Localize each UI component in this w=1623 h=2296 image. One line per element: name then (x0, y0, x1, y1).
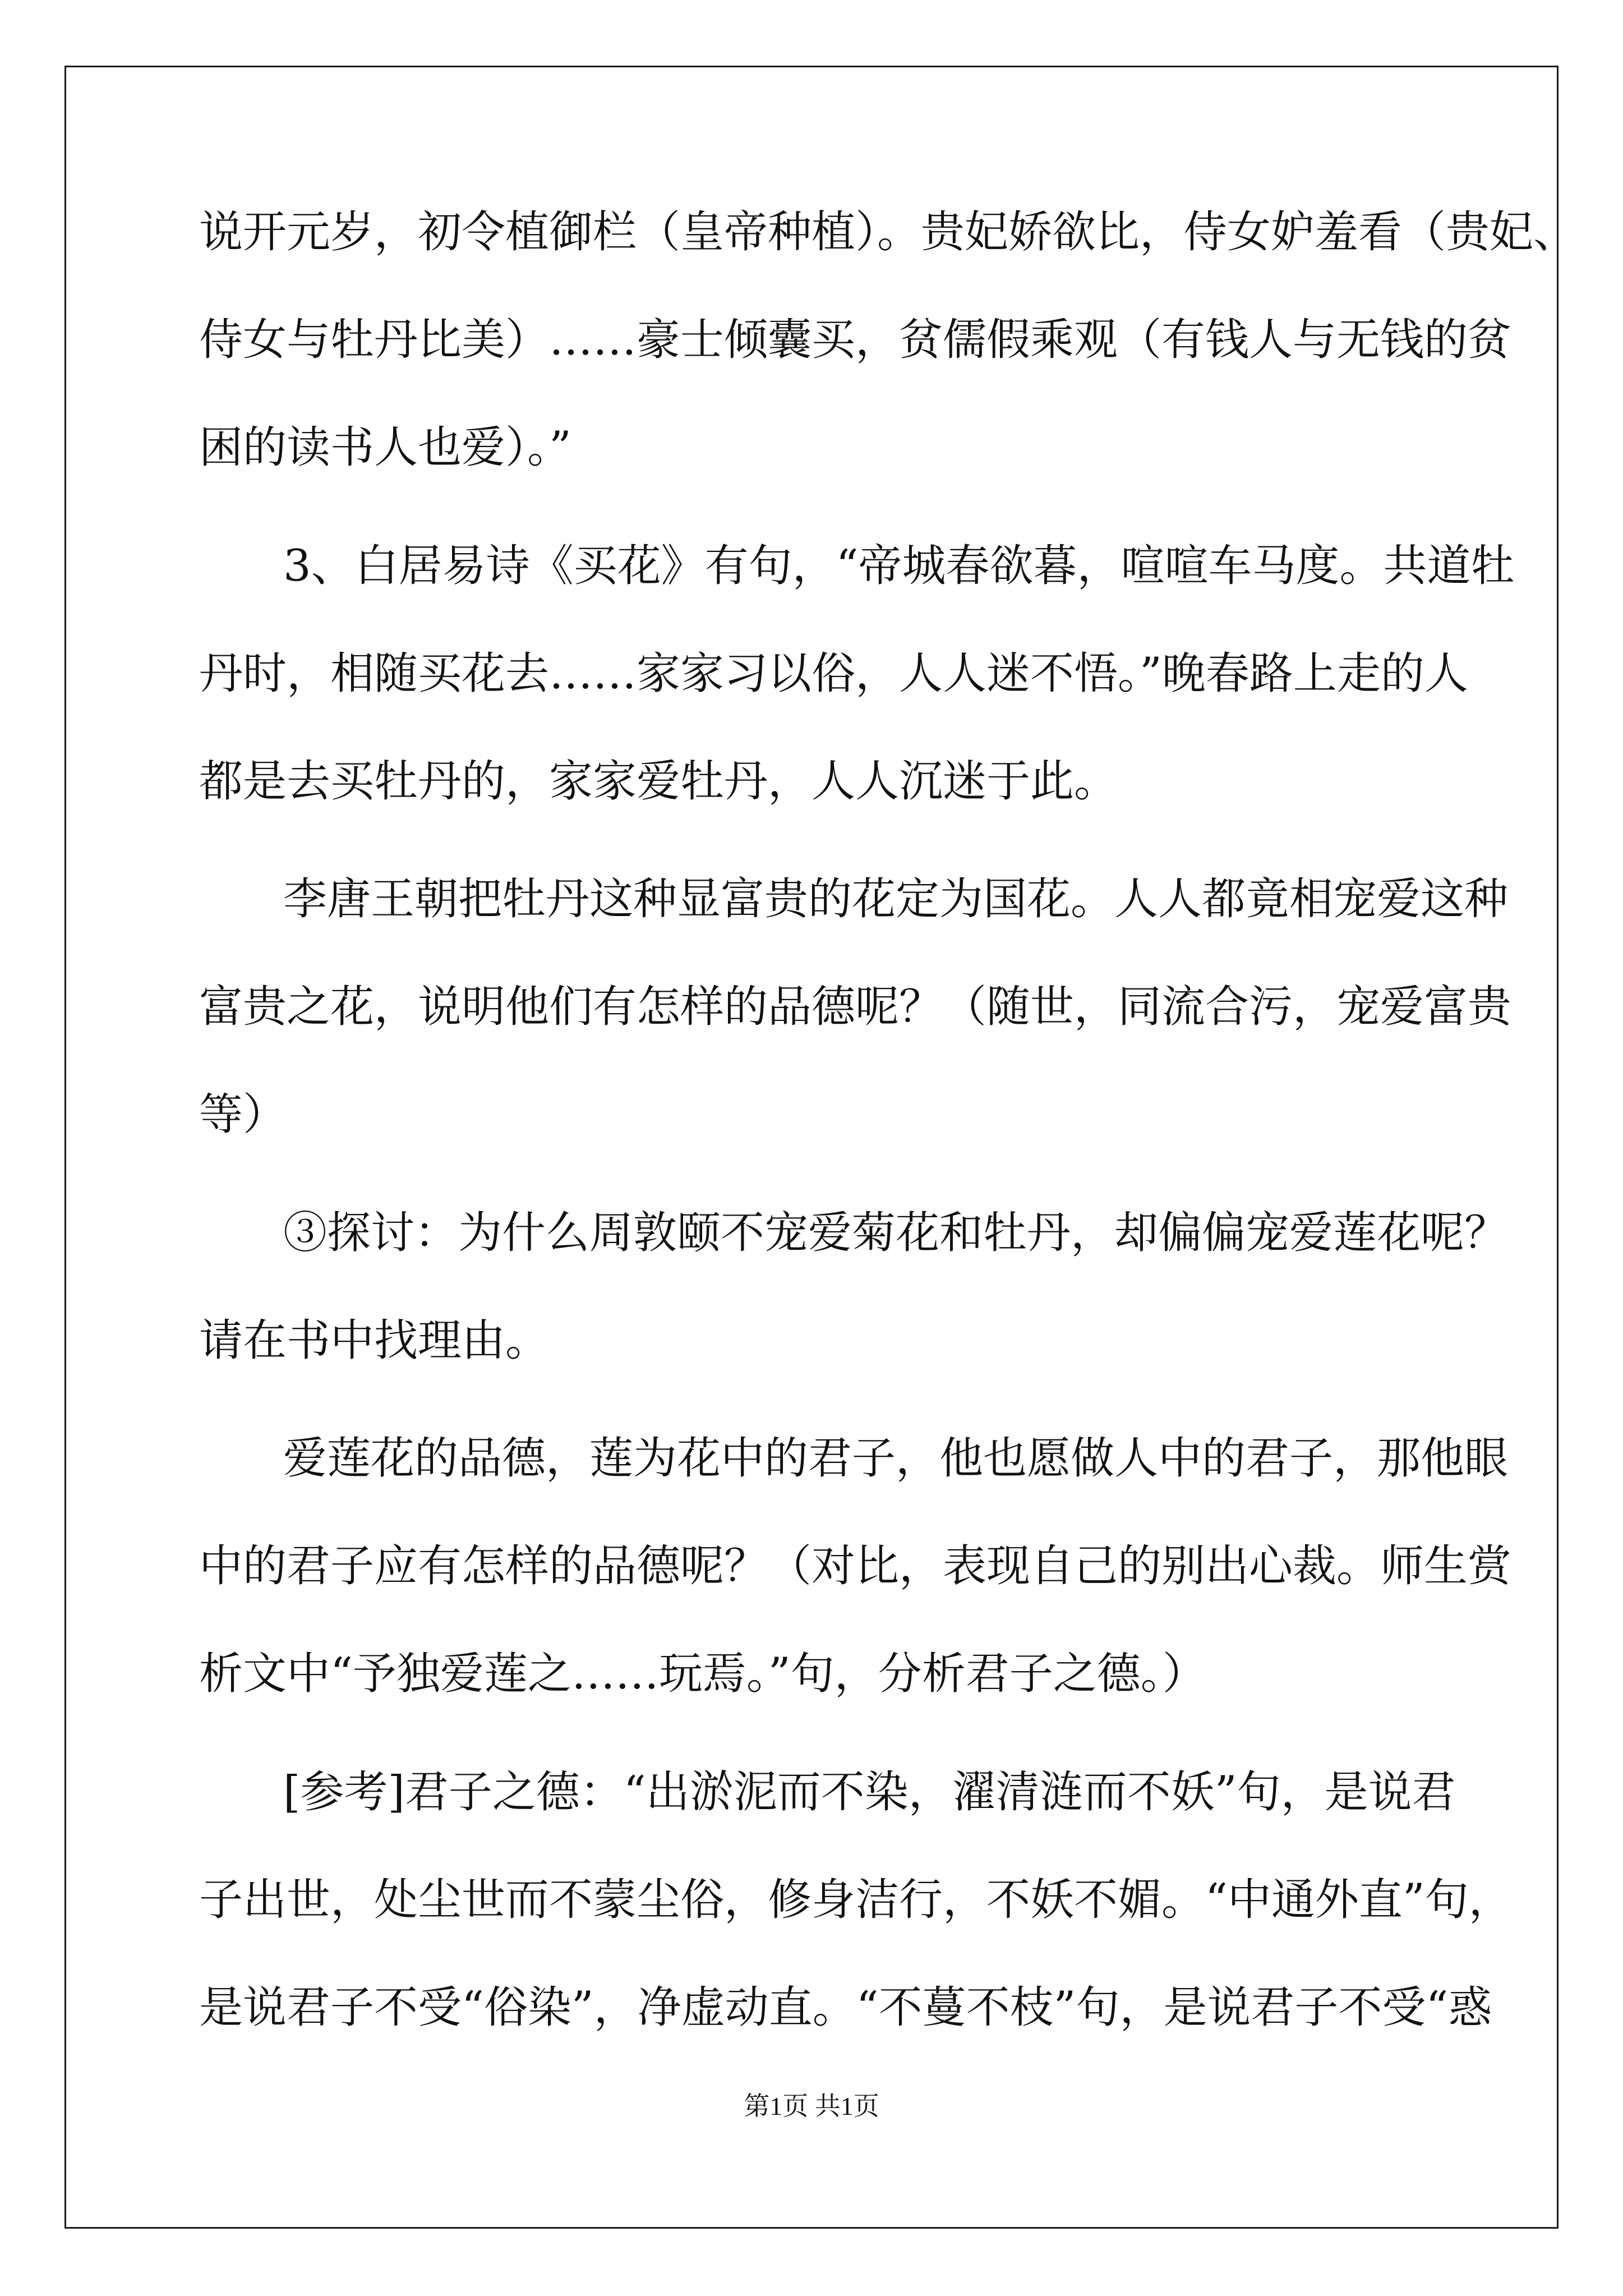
text-line: 析文中“予独爱莲之……玩焉。”句，分析君子之德。） (199, 1649, 1206, 1699)
text-line: 中的君子应有怎样的品德呢？（对比，表现自己的别出心裁。师生赏 (199, 1541, 1512, 1591)
text-line: 丹时，相随买花去……家家习以俗，人人迷不悟。”晚春路上走的人 (199, 648, 1468, 699)
page-number-footer: 第1页 共1页 (744, 2092, 879, 2120)
text-line: 富贵之花，说明他们有怎样的品德呢？（随世，同流合污，宠爱富贵 (199, 982, 1512, 1032)
text-line: 请在书中找理由。 (199, 1315, 550, 1366)
text-line: ③探讨：为什么周敦颐不宠爱菊花和牡丹，却偏偏宠爱莲花呢？ (283, 1208, 1509, 1258)
text-line: 爱莲花的品德，莲为花中的君子，他也愿做人中的君子，那他眼 (283, 1433, 1509, 1484)
text-line: [参考]君子之德：“出淤泥而不染，濯清涟而不妖”句，是说君 (283, 1767, 1456, 1818)
text-line: 子出世，处尘世而不蒙尘俗，修身洁行，不妖不媚。“中通外直”句， (199, 1875, 1513, 1925)
text-line: 困的读书人也爱）。” (199, 422, 571, 473)
text-line: 侍女与牡丹比美）……豪士倾囊买，贫儒假乘观（有钱人与无钱的贫 (199, 315, 1512, 365)
text-line: 3、白居易诗《买花》有句，“帝城春欲暮，喧喧车马度。共道牡 (283, 541, 1515, 591)
text-line: 等） (199, 1089, 287, 1140)
text-line: 说开元岁，初令植御栏（皇帝种植）。贵妃娇欲比，侍女妒羞看（贵妃、 (199, 207, 1578, 257)
text-line: 李唐王朝把牡丹这种显富贵的花定为国花。人人都竟相宠爱这种 (283, 874, 1509, 924)
text-line: 是说君子不受“俗染”，净虚动直。“不蔓不枝”句，是说君子不受“惑 (199, 1982, 1492, 2033)
text-line: 都是去买牡丹的，家家爱牡丹，人人沉迷于此。 (199, 756, 1118, 807)
